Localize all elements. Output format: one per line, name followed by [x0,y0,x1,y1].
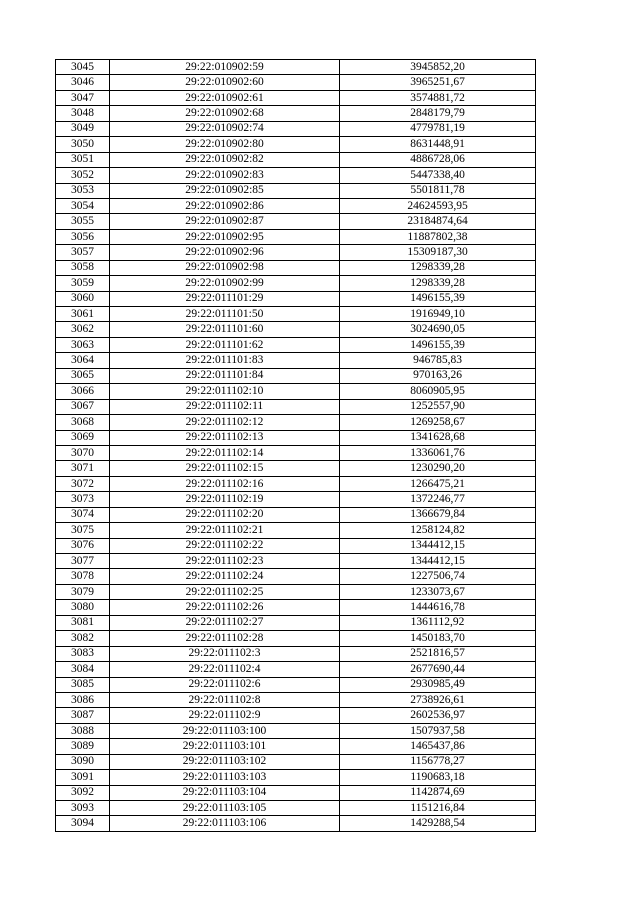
table-row [56,445,536,460]
cadastral-number-cell: 29:22:011102:27 [110,615,340,630]
table-row [56,75,536,90]
cadastral-value-cell: 1233073,67 [340,584,536,599]
row-number-cell: 3077 [56,554,110,569]
cadastral-value-cell: 3024690,05 [340,322,536,337]
cadastral-number-cell: 29:22:010902:98 [110,260,340,275]
table-row [56,260,536,275]
row-number-cell: 3084 [56,662,110,677]
cadastral-number-cell: 29:22:011102:20 [110,507,340,522]
row-number-cell: 3085 [56,677,110,692]
cadastral-value-cell: 1266475,21 [340,476,536,491]
cadastral-number-cell: 29:22:011102:3 [110,646,340,661]
row-number-cell: 3045 [56,60,110,75]
cadastral-number-cell: 29:22:011101:83 [110,353,340,368]
document-page [55,59,535,832]
table-row [56,492,536,507]
cadastral-value-table [55,59,536,832]
cadastral-value-cell: 5447338,40 [340,168,536,183]
table-row [56,785,536,800]
cadastral-number-cell: 29:22:011103:102 [110,754,340,769]
table-row [56,600,536,615]
cadastral-number-cell: 29:22:010902:99 [110,276,340,291]
cadastral-value-cell: 1298339,28 [340,276,536,291]
row-number-cell: 3057 [56,245,110,260]
table-row [56,677,536,692]
cadastral-value-cell: 1507937,58 [340,723,536,738]
row-number-cell: 3072 [56,476,110,491]
cadastral-value-cell: 1151216,84 [340,801,536,816]
cadastral-value-cell: 2930985,49 [340,677,536,692]
table-row [56,106,536,121]
row-number-cell: 3089 [56,739,110,754]
table-row [56,137,536,152]
table-row [56,322,536,337]
table-row [56,801,536,816]
row-number-cell: 3062 [56,322,110,337]
table-row [56,384,536,399]
table-row [56,476,536,491]
cadastral-number-cell: 29:22:010902:87 [110,214,340,229]
row-number-cell: 3080 [56,600,110,615]
cadastral-number-cell: 29:22:011101:60 [110,322,340,337]
cadastral-number-cell: 29:22:010902:59 [110,60,340,75]
cadastral-value-cell: 1361112,92 [340,615,536,630]
cadastral-number-cell: 29:22:010902:68 [110,106,340,121]
table-row [56,368,536,383]
row-number-cell: 3073 [56,492,110,507]
row-number-cell: 3047 [56,90,110,105]
table-row [56,754,536,769]
row-number-cell: 3074 [56,507,110,522]
cadastral-number-cell: 29:22:010902:80 [110,137,340,152]
row-number-cell: 3054 [56,198,110,213]
row-number-cell: 3060 [56,291,110,306]
cadastral-value-cell: 1429288,54 [340,816,536,831]
table-row [56,291,536,306]
cadastral-value-cell: 8060905,95 [340,384,536,399]
row-number-cell: 3053 [56,183,110,198]
cadastral-value-cell: 1341628,68 [340,430,536,445]
table-row [56,90,536,105]
table-row [56,723,536,738]
table-row [56,615,536,630]
cadastral-value-cell: 1465437,86 [340,739,536,754]
row-number-cell: 3061 [56,307,110,322]
cadastral-number-cell: 29:22:011102:16 [110,476,340,491]
table-row [56,662,536,677]
row-number-cell: 3092 [56,785,110,800]
table-row [56,337,536,352]
cadastral-number-cell: 29:22:010902:82 [110,152,340,167]
table-row [56,430,536,445]
cadastral-value-cell: 1496155,39 [340,291,536,306]
row-number-cell: 3066 [56,384,110,399]
cadastral-number-cell: 29:22:011102:28 [110,631,340,646]
row-number-cell: 3087 [56,708,110,723]
cadastral-number-cell: 29:22:010902:83 [110,168,340,183]
row-number-cell: 3088 [56,723,110,738]
cadastral-number-cell: 29:22:011102:9 [110,708,340,723]
cadastral-number-cell: 29:22:010902:74 [110,121,340,136]
table-body [56,60,536,832]
row-number-cell: 3050 [56,137,110,152]
cadastral-value-cell: 2602536,97 [340,708,536,723]
cadastral-value-cell: 23184874,64 [340,214,536,229]
row-number-cell: 3075 [56,523,110,538]
table-row [56,554,536,569]
row-number-cell: 3048 [56,106,110,121]
cadastral-value-cell: 1258124,82 [340,523,536,538]
cadastral-number-cell: 29:22:011102:15 [110,461,340,476]
table-row [56,523,536,538]
cadastral-value-cell: 2677690,44 [340,662,536,677]
cadastral-number-cell: 29:22:011102:10 [110,384,340,399]
row-number-cell: 3070 [56,445,110,460]
table-row [56,245,536,260]
cadastral-number-cell: 29:22:011102:23 [110,554,340,569]
table-row [56,770,536,785]
row-number-cell: 3052 [56,168,110,183]
row-number-cell: 3056 [56,229,110,244]
cadastral-value-cell: 1230290,20 [340,461,536,476]
cadastral-number-cell: 29:22:011102:6 [110,677,340,692]
row-number-cell: 3086 [56,692,110,707]
table-row [56,461,536,476]
cadastral-number-cell: 29:22:011103:104 [110,785,340,800]
cadastral-number-cell: 29:22:011102:11 [110,399,340,414]
cadastral-value-cell: 1366679,84 [340,507,536,522]
cadastral-value-cell: 1372246,77 [340,492,536,507]
table-row [56,399,536,414]
row-number-cell: 3065 [56,368,110,383]
table-row [56,152,536,167]
table-row [56,229,536,244]
cadastral-value-cell: 24624593,95 [340,198,536,213]
table-row [56,538,536,553]
row-number-cell: 3058 [56,260,110,275]
cadastral-value-cell: 3945852,20 [340,60,536,75]
row-number-cell: 3093 [56,801,110,816]
cadastral-number-cell: 29:22:011102:19 [110,492,340,507]
cadastral-value-cell: 1344412,15 [340,554,536,569]
cadastral-value-cell: 1142874,69 [340,785,536,800]
cadastral-number-cell: 29:22:011102:14 [110,445,340,460]
cadastral-value-cell: 1344412,15 [340,538,536,553]
table-row [56,631,536,646]
cadastral-number-cell: 29:22:011103:101 [110,739,340,754]
table-row [56,183,536,198]
table-row [56,168,536,183]
cadastral-number-cell: 29:22:010902:95 [110,229,340,244]
table-row [56,60,536,75]
row-number-cell: 3081 [56,615,110,630]
table-row [56,121,536,136]
cadastral-number-cell: 29:22:011103:100 [110,723,340,738]
cadastral-number-cell: 29:22:010902:96 [110,245,340,260]
table-row [56,569,536,584]
row-number-cell: 3049 [56,121,110,136]
table-row [56,584,536,599]
table-row [56,353,536,368]
row-number-cell: 3079 [56,584,110,599]
row-number-cell: 3082 [56,631,110,646]
cadastral-value-cell: 1916949,10 [340,307,536,322]
row-number-cell: 3091 [56,770,110,785]
row-number-cell: 3046 [56,75,110,90]
table-row [56,415,536,430]
row-number-cell: 3068 [56,415,110,430]
cadastral-number-cell: 29:22:011102:4 [110,662,340,677]
cadastral-value-cell: 1444616,78 [340,600,536,615]
table-row [56,307,536,322]
cadastral-value-cell: 8631448,91 [340,137,536,152]
row-number-cell: 3069 [56,430,110,445]
cadastral-value-cell: 2848179,79 [340,106,536,121]
table-row [56,646,536,661]
row-number-cell: 3051 [56,152,110,167]
cadastral-number-cell: 29:22:010902:85 [110,183,340,198]
row-number-cell: 3067 [56,399,110,414]
row-number-cell: 3078 [56,569,110,584]
row-number-cell: 3055 [56,214,110,229]
table-row [56,816,536,831]
row-number-cell: 3071 [56,461,110,476]
table-row [56,198,536,213]
cadastral-value-cell: 2738926,61 [340,692,536,707]
row-number-cell: 3059 [56,276,110,291]
cadastral-number-cell: 29:22:011102:26 [110,600,340,615]
cadastral-value-cell: 3965251,67 [340,75,536,90]
row-number-cell: 3090 [56,754,110,769]
cadastral-number-cell: 29:22:010902:60 [110,75,340,90]
cadastral-number-cell: 29:22:011102:12 [110,415,340,430]
cadastral-value-cell: 4779781,19 [340,121,536,136]
cadastral-value-cell: 1156778,27 [340,754,536,769]
cadastral-value-cell: 970163,26 [340,368,536,383]
table-row [56,708,536,723]
cadastral-value-cell: 1298339,28 [340,260,536,275]
row-number-cell: 3063 [56,337,110,352]
cadastral-value-cell: 1450183,70 [340,631,536,646]
cadastral-number-cell: 29:22:011101:29 [110,291,340,306]
cadastral-value-cell: 1252557,90 [340,399,536,414]
table-row [56,692,536,707]
cadastral-number-cell: 29:22:011101:50 [110,307,340,322]
cadastral-value-cell: 15309187,30 [340,245,536,260]
cadastral-value-cell: 946785,83 [340,353,536,368]
cadastral-number-cell: 29:22:011101:62 [110,337,340,352]
cadastral-number-cell: 29:22:011103:103 [110,770,340,785]
cadastral-value-cell: 3574881,72 [340,90,536,105]
cadastral-value-cell: 2521816,57 [340,646,536,661]
cadastral-number-cell: 29:22:011102:22 [110,538,340,553]
cadastral-value-cell: 1269258,67 [340,415,536,430]
cadastral-value-cell: 1190683,18 [340,770,536,785]
row-number-cell: 3094 [56,816,110,831]
cadastral-number-cell: 29:22:011102:21 [110,523,340,538]
cadastral-number-cell: 29:22:010902:61 [110,90,340,105]
cadastral-number-cell: 29:22:011102:24 [110,569,340,584]
table-row [56,214,536,229]
cadastral-number-cell: 29:22:011102:8 [110,692,340,707]
cadastral-value-cell: 1496155,39 [340,337,536,352]
row-number-cell: 3076 [56,538,110,553]
cadastral-number-cell: 29:22:011103:106 [110,816,340,831]
table-row [56,739,536,754]
cadastral-value-cell: 4886728,06 [340,152,536,167]
cadastral-number-cell: 29:22:011102:25 [110,584,340,599]
cadastral-value-cell: 11887802,38 [340,229,536,244]
cadastral-value-cell: 5501811,78 [340,183,536,198]
cadastral-number-cell: 29:22:011103:105 [110,801,340,816]
cadastral-number-cell: 29:22:011102:13 [110,430,340,445]
row-number-cell: 3083 [56,646,110,661]
cadastral-number-cell: 29:22:010902:86 [110,198,340,213]
cadastral-value-cell: 1227506,74 [340,569,536,584]
table-row [56,507,536,522]
cadastral-value-cell: 1336061,76 [340,445,536,460]
table-row [56,276,536,291]
cadastral-number-cell: 29:22:011101:84 [110,368,340,383]
row-number-cell: 3064 [56,353,110,368]
